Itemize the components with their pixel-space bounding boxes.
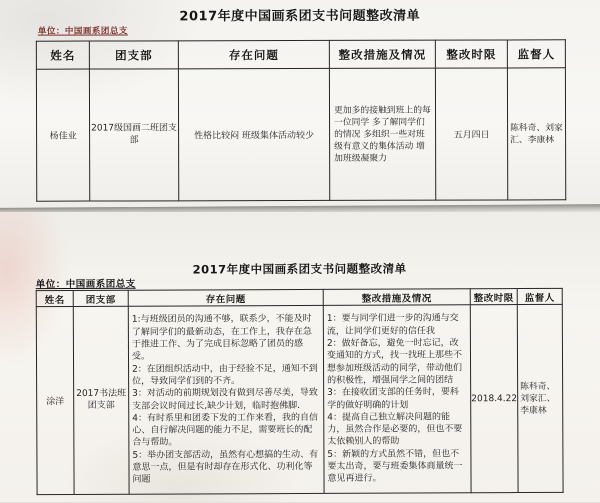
header-deadline: 整改时限 — [435, 40, 507, 68]
cell-deadline: 2018.4.22 — [470, 305, 518, 493]
header-branch: 团支部 — [73, 290, 128, 306]
rectification-table-2 — [36, 288, 564, 495]
table-header-row — [36, 40, 565, 69]
unit-label: 单位：中国画系团总支 — [37, 26, 128, 37]
header-branch: 团支部 — [89, 41, 178, 69]
unit-label: 单位：中国画系团总支 — [35, 278, 136, 291]
cell-name: 涂洋 — [36, 306, 74, 494]
header-name: 姓名 — [36, 41, 89, 69]
cell-problems: 1:与班级团员的沟通不够，联系少，不能及时了解同学们的最新动态，在工作上，我存在急于推进工作、为了完成目标忽略了团员的感受。 2：在团组织活动中，由于经验不足，通知不到位，导致同学们到的不齐。 3：对活动的前期规划没有做到尽善尽美，导致支部会议时间过长,缺少计划，临时抱佛脚. 4：有时系里和团委下发的工作来看，我的自信心、自行解决问题的能力不足，需要班长的配合与帮助。 5：举办团支部活动，虽然有心想搞的生动、有意思一点，但是有时却存在形式化、功利化等问题 — [128, 305, 324, 494]
page-title: 2017年度中国画系团支书问题整改清单 — [179, 8, 421, 25]
header-measures: 整改措施及情况 — [329, 40, 435, 68]
page-2 — [0, 212, 600, 502]
cell-supervisor: 陈科奇、刘家汇、李康林 — [507, 68, 565, 200]
table-row — [36, 304, 563, 494]
header-measures: 整改措施及情况 — [323, 289, 470, 306]
header-supervisor: 监督人 — [517, 288, 562, 304]
cell-branch: 2017书法班团支部 — [73, 306, 129, 494]
rectification-table-1 — [36, 39, 566, 201]
cell-supervisor: 陈科奇、刘家汇、李康林 — [517, 304, 563, 492]
cell-branch: 2017级国画二班团支部 — [89, 69, 178, 201]
cell-measures: 1：要与同学们进一步的沟通与交流，让同学们更好的信任我 2：做好备忘，避免一时忘记，改变通知的方式，找一找班上那些不想参加班级活动的同学，带动他们的积极性，增强同学之间的团结 3：在接收团支部的任务时，要科学的做好明确的计划 4：提高自己独立解决问题的能力，虽然合作是必要的，但也不要太依赖别人的帮助 5：新颖的方式虽然不错，但也不要太出奇，要与班委集体商量统一意见再进行。 — [323, 305, 471, 494]
page-title: 2017年度中国画系团支书问题整改清单 — [192, 261, 407, 277]
header-problems: 存在问题 — [128, 289, 323, 306]
header-deadline: 整改时限 — [470, 289, 517, 305]
cell-problems: 性格比较闷 班级集体活动较少 — [178, 68, 329, 200]
header-name: 姓名 — [36, 290, 73, 306]
cell-measures: 更加多的接触到班上的每一位同学 多了解同学们的情况 多组织一些对班级有意义的集体活动 增加班级凝聚力 — [329, 68, 435, 200]
table-row — [36, 68, 565, 201]
header-problems: 存在问题 — [178, 40, 329, 68]
cell-name: 杨佳业 — [36, 69, 89, 201]
header-supervisor: 监督人 — [507, 40, 565, 68]
page-1 — [0, 0, 600, 208]
cell-deadline: 五月四日 — [435, 68, 507, 200]
